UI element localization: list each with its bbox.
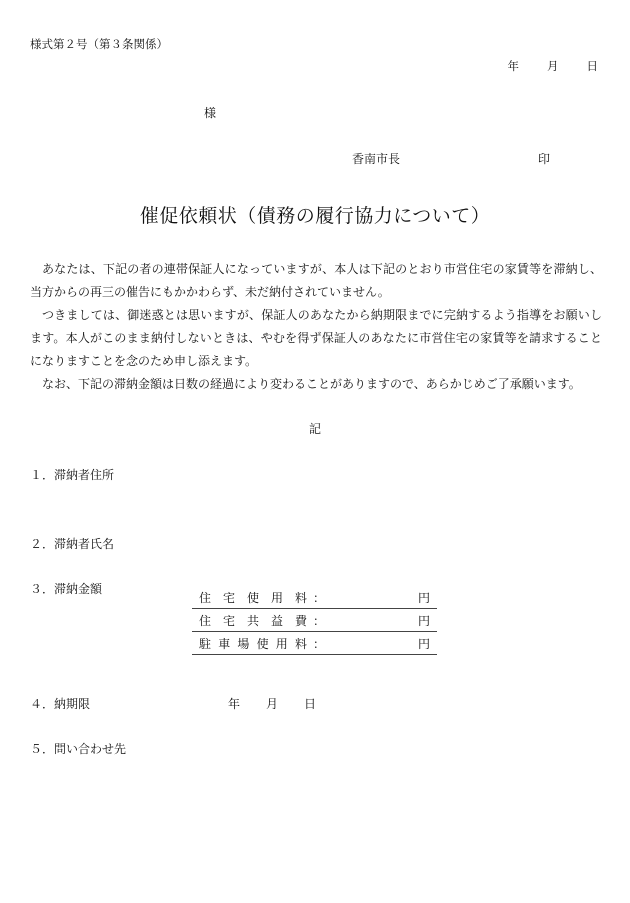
- body-paragraph-2: つきましては、御迷惑とは思いますが、保証人のあなたから納期限までに完納するよう指導をお願いします。本人がこのまま納付しないときは、やむを得ず保証人のあなたに市営住宅の家賃等を請求することになりますことを念のため申し添えます。: [30, 308, 602, 368]
- item-debtor-name: ２．滞納者氏名: [30, 537, 115, 551]
- date-month-label: 月: [547, 59, 559, 73]
- document-title: 催促依頼状（債務の履行協力について）: [139, 205, 491, 227]
- deadline-year-label: 年: [228, 697, 241, 711]
- amount-label: 住 宅 共 益 費: [192, 609, 307, 632]
- issue-date: [508, 58, 599, 74]
- body-paragraph-1: あなたは、下記の者の連帯保証人になっていますが、本人は下記のとおり市営住宅の家賃等を滞納し、当方からの再三の催告にもかかわらず、未だ納付されていません。: [30, 262, 602, 299]
- ki-heading: 記: [308, 422, 321, 436]
- deadline-month-label: 月: [266, 697, 279, 711]
- amount-colon: ：: [307, 586, 333, 609]
- amount-unit: 円: [333, 586, 437, 609]
- date-year-label: 年: [507, 59, 519, 73]
- amount-table: [192, 586, 437, 655]
- seal-mark: 印: [538, 152, 551, 166]
- amount-label: 駐 車 場 使 用 料: [192, 632, 307, 655]
- item-deadline: ４．納期限: [30, 697, 91, 711]
- amount-row-parking: [192, 632, 437, 655]
- addressee-suffix: 様: [204, 106, 217, 120]
- item-contact: ５．問い合わせ先: [30, 742, 127, 756]
- body-text: [30, 258, 602, 396]
- issuer-name: 香南市長: [352, 152, 401, 166]
- amount-row-common-fee: [192, 609, 437, 632]
- body-paragraph-3: なお、下記の滞納金額は日数の経過により変わることがありますので、あらかじめご了承願います。: [42, 377, 581, 391]
- deadline-day-label: 日: [304, 697, 317, 711]
- amount-unit: 円: [333, 609, 437, 632]
- amount-unit: 円: [333, 632, 437, 655]
- amount-colon: ：: [307, 609, 333, 632]
- amount-label: 住 宅 使 用 料: [192, 586, 307, 609]
- deadline-date: [228, 695, 316, 712]
- form-number: 様式第２号（第３条関係）: [30, 37, 168, 51]
- amount-colon: ：: [307, 632, 333, 655]
- item-debtor-address: １．滞納者住所: [30, 468, 115, 482]
- item-amount: ３．滞納金額: [30, 582, 103, 596]
- date-day-label: 日: [586, 59, 598, 73]
- amount-row-rent: [192, 586, 437, 609]
